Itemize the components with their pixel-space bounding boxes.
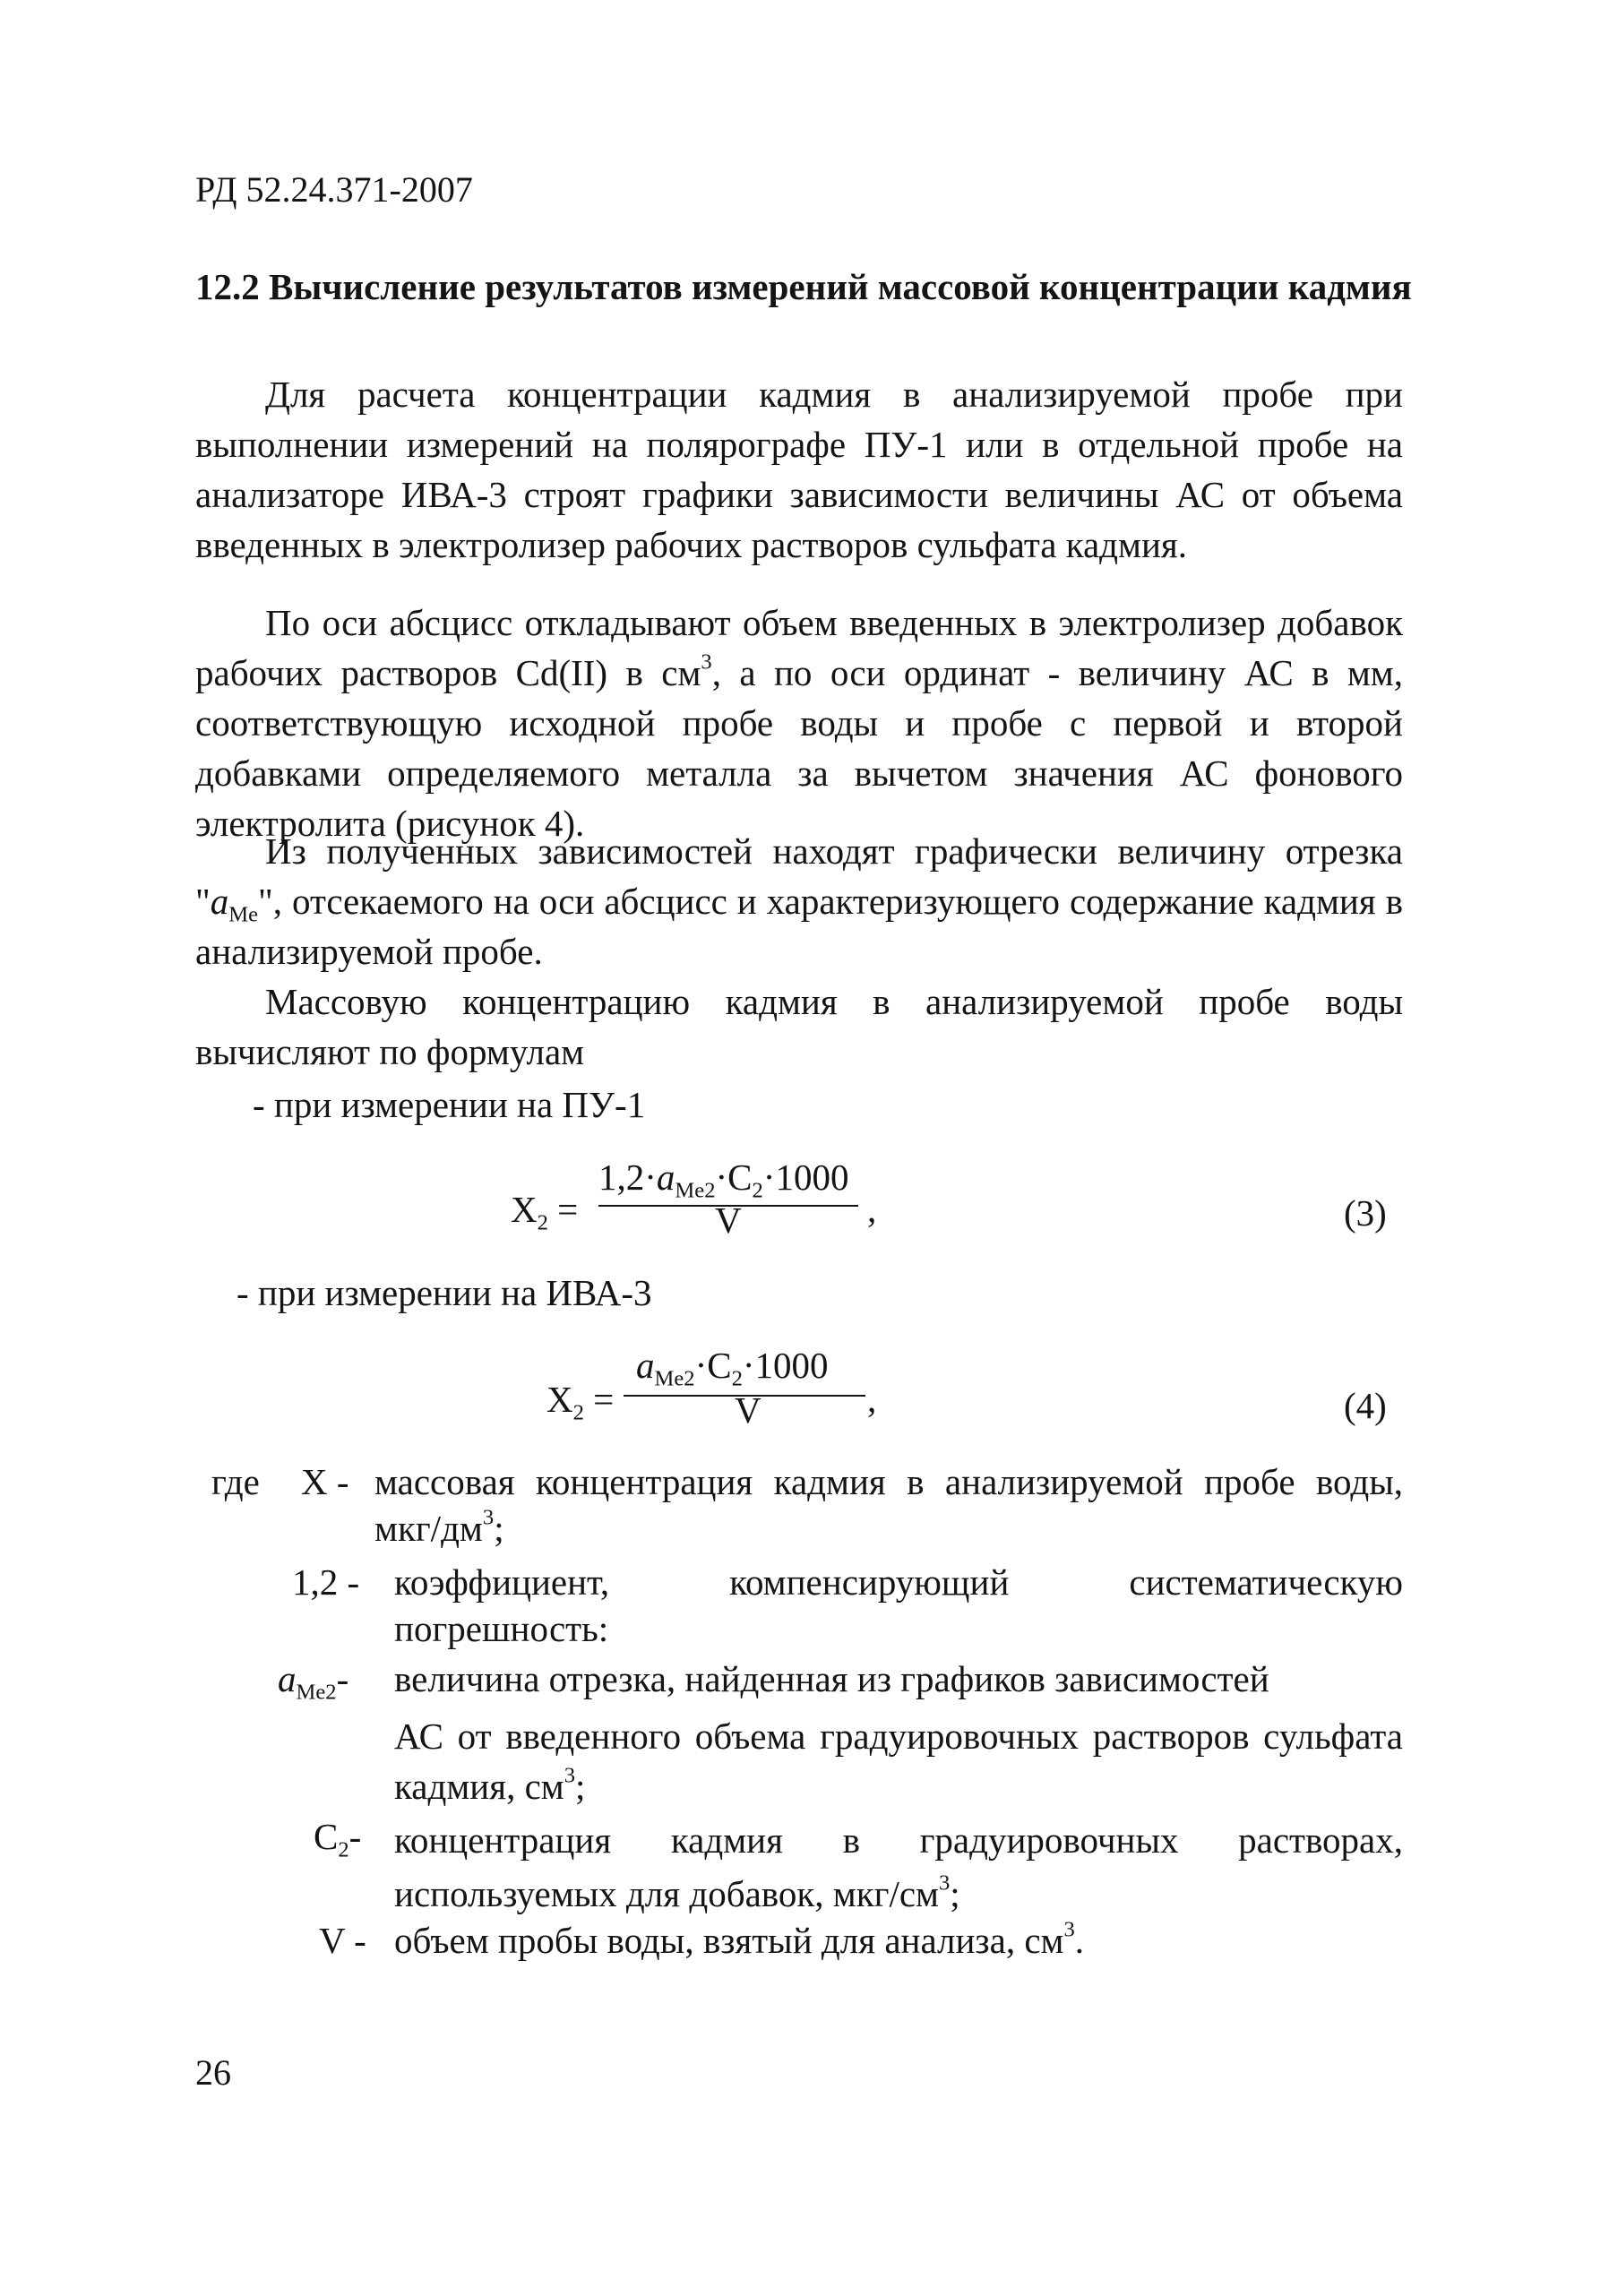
document-header: РД 52.24.371-2007 bbox=[195, 169, 473, 210]
def-x-symbol: X - bbox=[301, 1461, 349, 1502]
page-number: 26 bbox=[195, 2052, 231, 2093]
formula-4-intro: - при измерении на ИВА-3 bbox=[237, 1272, 652, 1313]
formula-4-lhs: $X_2$ = bbox=[546, 1379, 615, 1425]
formula-3-denominator: V bbox=[715, 1200, 742, 1241]
def-v-text: объем пробы воды, взятый для анализа, $см^3$. bbox=[394, 1917, 1085, 1961]
formula-4-numerator: $a_{Me2}\cdot C_2\cdot 1000$ bbox=[636, 1345, 829, 1391]
def-a-text-line-2: АС от введенного объема градуировочных растворов сульфата кадмия, $см^3$; bbox=[394, 1716, 1403, 1807]
formula-3-comma: , bbox=[867, 1189, 877, 1230]
formula-3-lhs: $X_2$ = bbox=[511, 1189, 579, 1235]
def-v-symbol: V - bbox=[319, 1920, 366, 1961]
def-a-text-line-1: величина отрезка, найденная из графиков зависимостей bbox=[394, 1658, 1269, 1699]
formula-3-intro: - при измерении на ПУ-1 bbox=[253, 1084, 646, 1125]
paragraph-1: Для расчета концентрации кадмия в анализируемой пробе при выполнении измерений на полярографе ПУ-1 или в отдельной пробе на анализаторе ИВА-3 строят графики зависимости величины АС от объема введенных в электролизер рабочих растворов сульфата кадмия. bbox=[195, 374, 1403, 565]
def-k-symbol: 1,2 - bbox=[292, 1561, 360, 1603]
formula-4-denominator: V bbox=[735, 1389, 761, 1431]
section-heading: 12.2 Вычисление результатов измерений массовой концентрации кадмия bbox=[195, 266, 1412, 307]
formula-3 bbox=[511, 1156, 941, 1263]
formula-3-numerator: $1,2\cdot a_{Me2}\cdot C_2\cdot 1000$ bbox=[598, 1157, 849, 1203]
def-a-symbol: $a_{Me2}-$ bbox=[278, 1658, 349, 1705]
formula-4-comma: , bbox=[867, 1379, 877, 1420]
paragraph-2: По оси абсцисс откладывают объем введенных в электролизер добавок рабочих растворов Cd(II) в $см^3$, а по оси ординат - величину АС в мм, соответствующую исходной пробе воды и пробе с первой и второй добавками определяемого металла за вычетом значения АС фонового электролита (рисунок 4). bbox=[195, 602, 1404, 844]
paragraph-3: Из полученных зависимостей находят графически величину отрезка "$a_{Me}$", отсекаемого на оси абсцисс и характеризующего содержание кадмия в анализируемой пробе. bbox=[195, 830, 1403, 972]
def-k-text: коэффициент, компенсирующий систематическую погрешность: bbox=[394, 1561, 1403, 1649]
formula-4-number: (4) bbox=[1344, 1385, 1387, 1426]
def-c-text: концентрация кадмия в градуировочных растворах, используемых для добавок, мкг/$см^3$; bbox=[394, 1819, 1403, 1914]
def-c-symbol: $C_2-$ bbox=[314, 1816, 362, 1862]
formula-3-number: (3) bbox=[1344, 1192, 1387, 1234]
formula-4 bbox=[546, 1344, 941, 1451]
def-x-text: массовая концентрация кадмия в анализируемой пробе воды, мкг/$дм^3$; bbox=[374, 1461, 1403, 1549]
where-label: где bbox=[211, 1461, 260, 1502]
paragraph-4: Массовую концентрацию кадмия в анализируемой пробе воды вычисляют по формулам bbox=[195, 981, 1403, 1072]
